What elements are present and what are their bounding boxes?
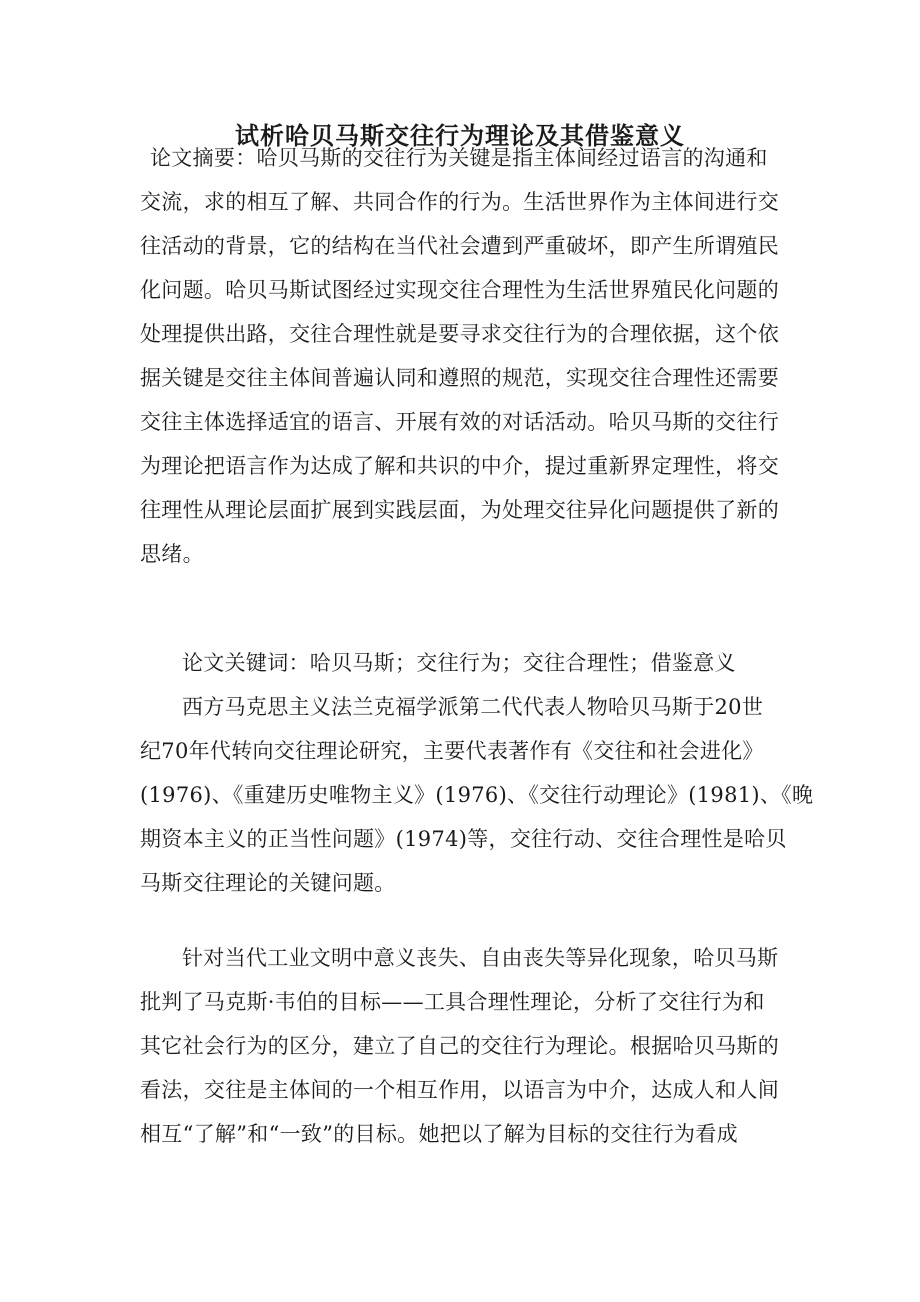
- paragraph-1: [140, 685, 814, 905]
- keywords-line: 论文关键词：哈贝马斯；交往行为；交往合理性；借鉴意义: [182, 651, 736, 675]
- abstract-line: 思绪。: [140, 542, 204, 566]
- document-title: 试析哈贝马斯交往行为理论及其借鉴意义: [235, 121, 685, 150]
- abstract-line: 据关键是交往主体间普遍认同和遵照的规范，实现交往合理性还需要: [140, 366, 779, 390]
- paragraph-2: [140, 936, 800, 1156]
- abstract-line: 处理提供出路，交往合理性就是要寻求交往行为的合理依据，这个依: [140, 322, 779, 346]
- abstract-line: 往活动的背景，它的结构在当代社会遭到严重破坏，即产生所谓殖民: [140, 234, 779, 258]
- paragraph-line: 针对当代工业文明中意义丧失、自由丧失等异化现象，哈贝马斯: [182, 946, 779, 970]
- paragraph-line: (1976)、《重建历史唯物主义》(1976)、《交往行动理论》(1981)、《晚: [140, 783, 814, 807]
- paragraph-line: 西方马克思主义法兰克福学派第二代代表人物哈贝马斯于20世: [182, 695, 764, 719]
- paragraph-line: 纪70年代转向交往理论研究，主要代表著作有《交往和社会进化》: [140, 739, 764, 763]
- abstract-line: 为理论把语言作为达成了解和共识的中介，提过重新界定理性，将交: [140, 454, 779, 478]
- abstract-line: 往理性从理论层面扩展到实践层面，为处理交往异化问题提供了新的: [140, 498, 779, 522]
- paragraph-line: 相互“了解”和“一致”的目标。她把以了解为目标的交往行为看成: [140, 1122, 738, 1146]
- paragraph-line: 批判了马克斯·韦伯的目标——工具合理性理论，分析了交往行为和: [140, 990, 765, 1014]
- abstract-line: 交往主体选择适宜的语言、开展有效的对话活动。哈贝马斯的交往行: [140, 410, 779, 434]
- paragraph-line: 期资本主义的正当性问题》(1974)等，交往行动、交往合理性是哈贝: [140, 827, 787, 851]
- abstract-line: 论文摘要：哈贝马斯的交往行为关键是指主体间经过语言的沟通和: [150, 146, 768, 170]
- keywords: [140, 641, 800, 685]
- abstract-line: 化问题。哈贝马斯试图经过实现交往合理性为生活世界殖民化问题的: [140, 278, 779, 302]
- paragraph-line: 其它社会行为的区分，建立了自己的交往行为理论。根据哈贝马斯的: [140, 1034, 779, 1058]
- abstract: [140, 136, 800, 576]
- paragraph-line: 马斯交往理论的关键问题。: [140, 871, 396, 895]
- abstract-line: 交流，求的相互了解、共同合作的行为。生活世界作为主体间进行交: [140, 190, 779, 214]
- paragraph-line: 看法，交往是主体间的一个相互作用，以语言为中介，达成人和人间: [140, 1078, 779, 1102]
